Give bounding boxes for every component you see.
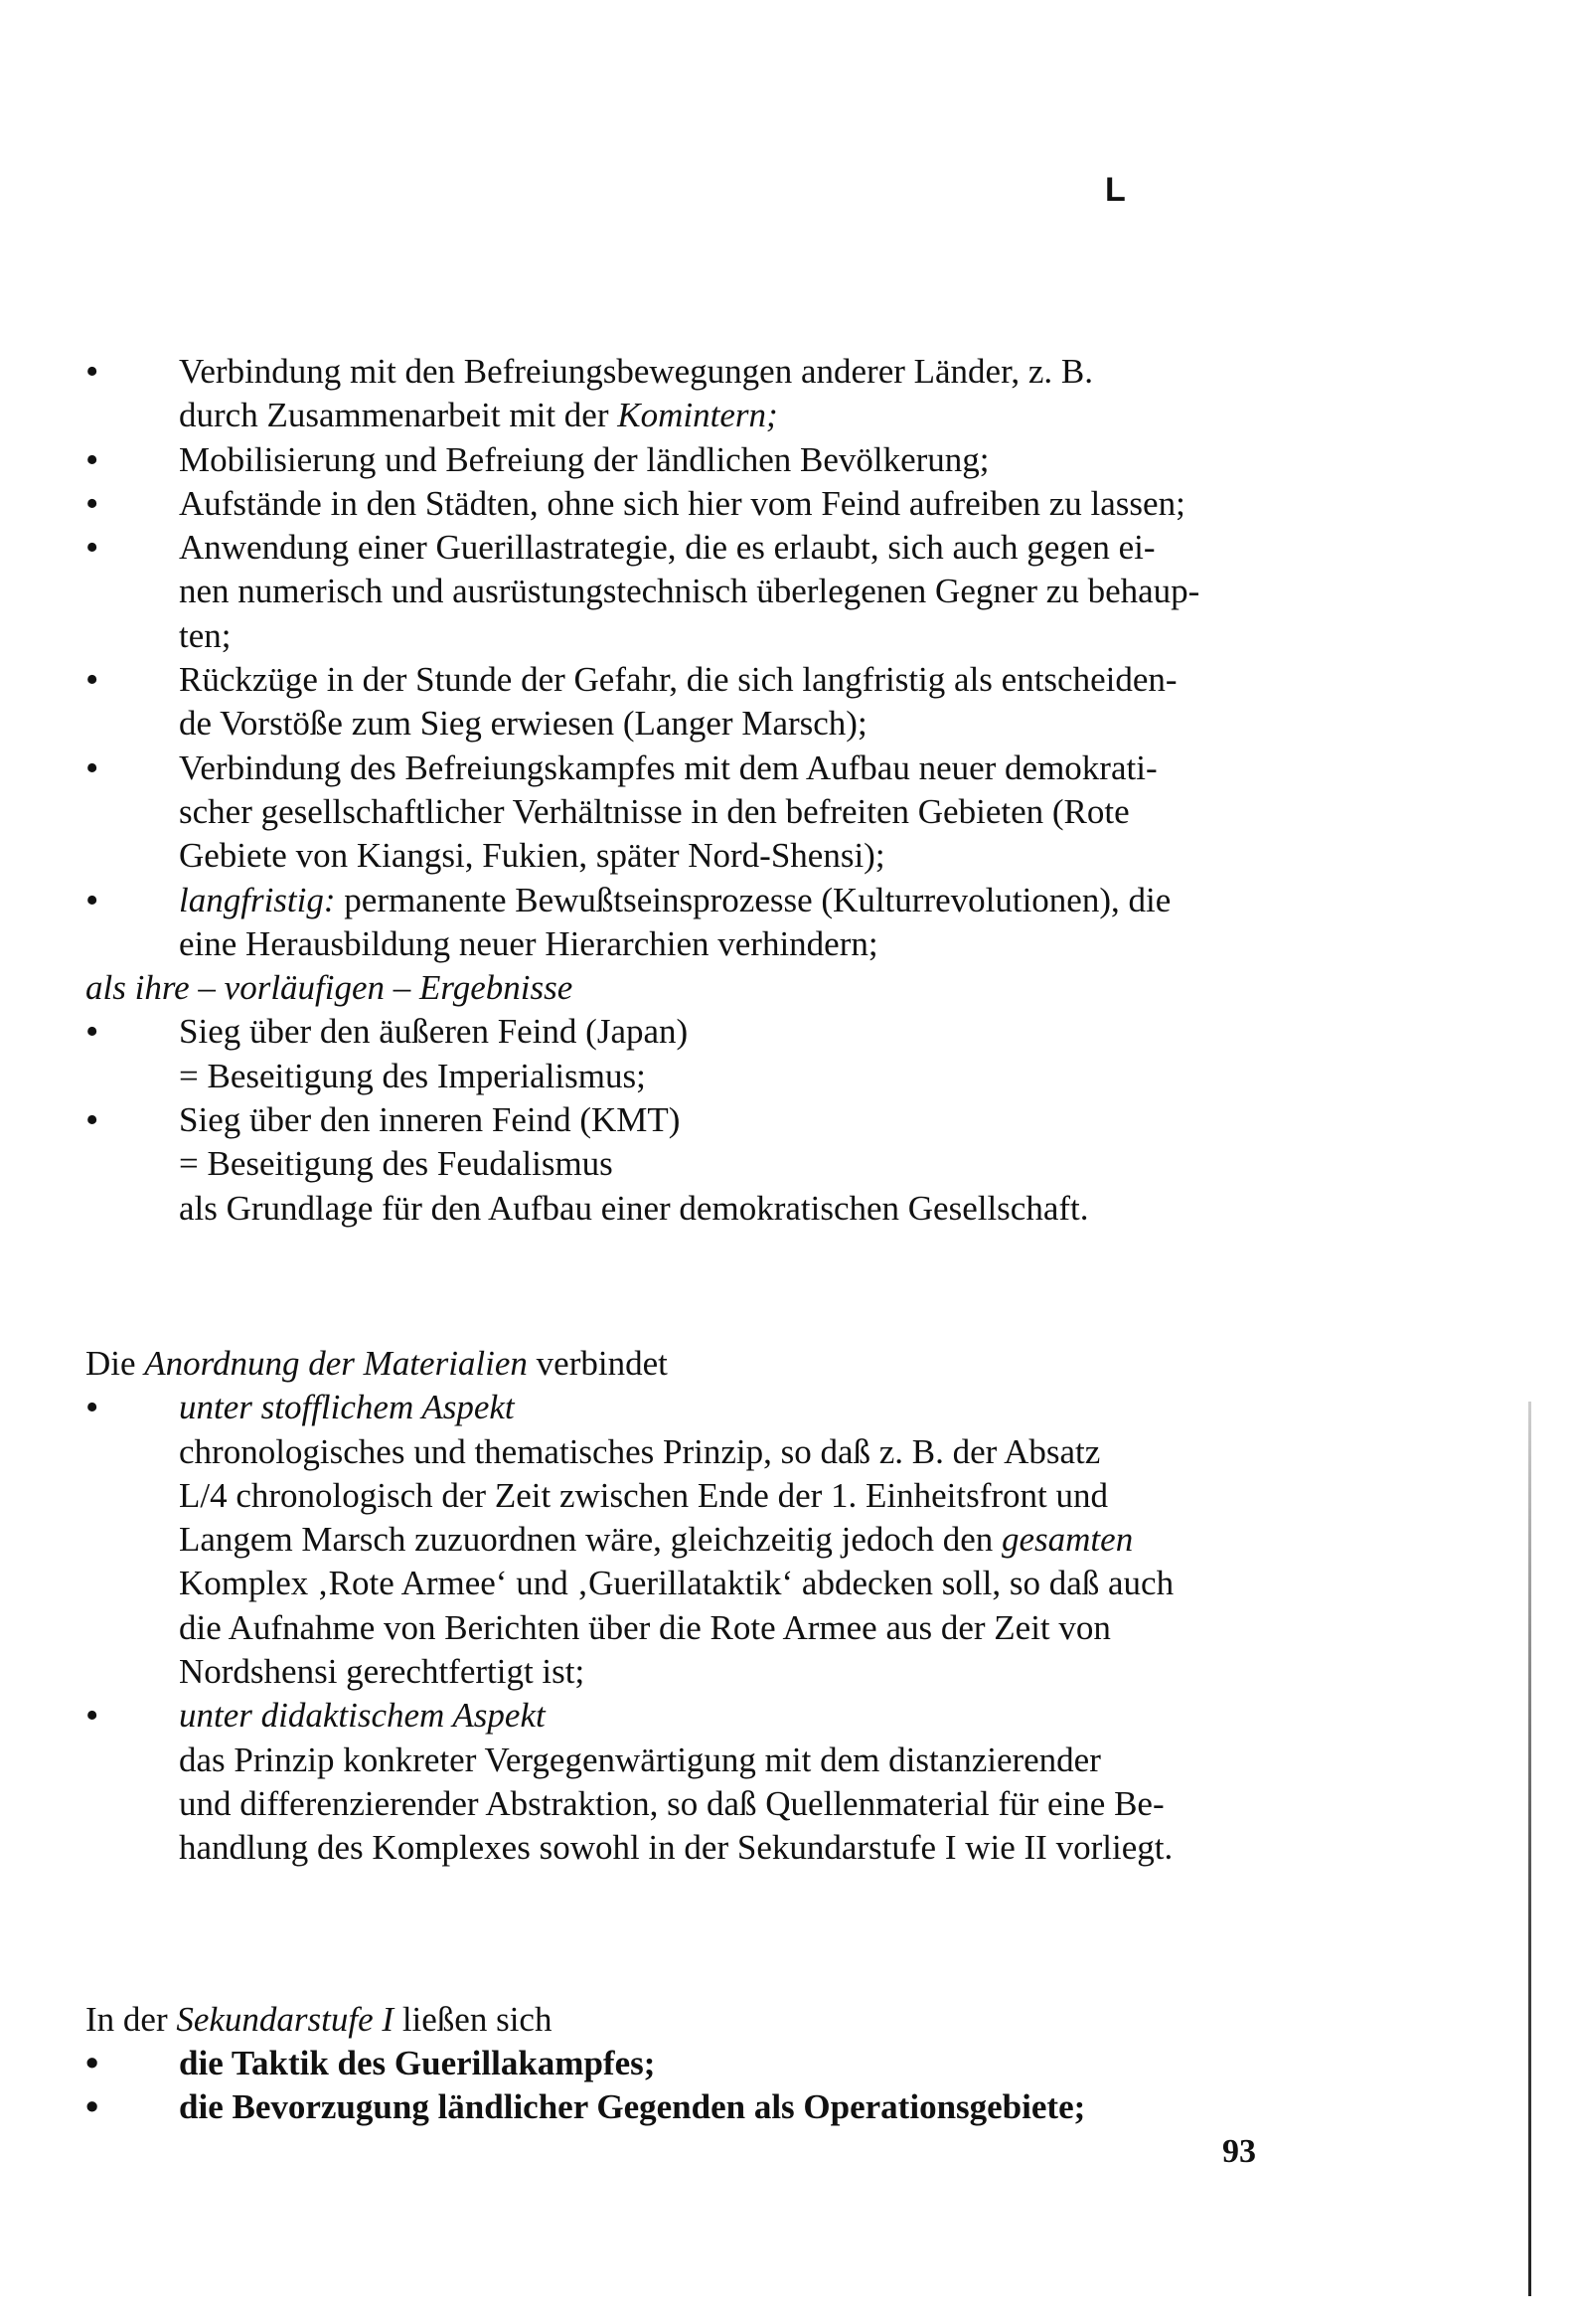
section-marker: L (1105, 171, 1126, 209)
page-edge-shadow (1528, 1402, 1531, 2296)
list-item: • unter stofflichem Aspekt (85, 1386, 1278, 1429)
list-item-body: chronologisches und thematisches Prinzip, so daß z. B. der Absatz L/4 chronologisch der Zeit zwischen Ende der 1. Einheitsfront und Langem Marsch zuzuordnen wäre, gleichzeitig jedoch den gesamten Komplex ‚Rote Armee‘ und ‚Guerillataktik‘ abdecken soll, so daß auch die Aufnahme von Berichten über die Rote Armee aus der Zeit von Nordshensi gerechtfertigt ist; (179, 1431, 1175, 1692)
list-item: • die Bevorzugung ländlicher Gegenden als Operationsgebiete; (85, 2085, 1278, 2129)
results-heading: als ihre – vorläufigen – Ergebnisse (85, 968, 573, 1008)
list-item: • Rückzüge in der Stunde der Gefahr, die sich langfristig als entscheiden- de Vorstöße zum Sieg erwiesen (Langer Marsch); (85, 658, 1278, 747)
page-number: 93 (1222, 2133, 1256, 2170)
list-item: • Verbindung mit den Befreiungsbewegungen anderer Länder, z. B. durch Zusammenarbeit mit der Komintern; (85, 350, 1278, 438)
list-item: • Aufstände in den Städten, ohne sich hier vom Feind aufreiben zu lassen; (85, 482, 1278, 526)
list-item-body: das Prinzip konkreter Vergegenwärtigung mit dem distanzierender und differenzierender Abstraktion, so daß Quellenmaterial für eine Be- handlung des Komplexes sowohl in der Sekundarstufe I wie II vorliegt. (179, 1740, 1174, 1868)
list-item: • Sieg über den inneren Feind (KMT) = Beseitigung des Feudalismus als Grundlage für den Aufbau einer demokratischen Gesellschaft. (85, 1098, 1278, 1231)
page-body (85, 350, 1278, 2129)
list-item: • unter didaktischem Aspekt (85, 1694, 1278, 1738)
secondary-intro: In der Sekundarstufe I ließen sich (85, 1999, 552, 2039)
list-item: • die Taktik des Guerillakampfes; (85, 2042, 1278, 2085)
list-item: • Verbindung des Befreiungskampfes mit dem Aufbau neuer demokrati- scher gesellschaftlicher Verhältnisse in den befreiten Gebieten (Rote Gebiete von Kiangsi, Fukien, später Nord-Shensi); (85, 747, 1278, 879)
arrangement-intro: Die Anordnung der Materialien verbindet (85, 1343, 668, 1383)
list-item: • Anwendung einer Guerillastrategie, die es erlaubt, sich auch gegen ei- nen numerisch und ausrüstungstechnisch überlegenen Gegner zu behaup- ten; (85, 526, 1278, 658)
list-item: • Sieg über den äußeren Feind (Japan) = Beseitigung des Imperialismus; (85, 1010, 1278, 1098)
list-item: • langfristig: permanente Bewußtseinsprozesse (Kulturrevolutionen), die eine Herausbildung neuer Hierarchien verhindern; (85, 879, 1278, 967)
list-item: • Mobilisierung und Befreiung der ländlichen Bevölkerung; (85, 438, 1278, 482)
